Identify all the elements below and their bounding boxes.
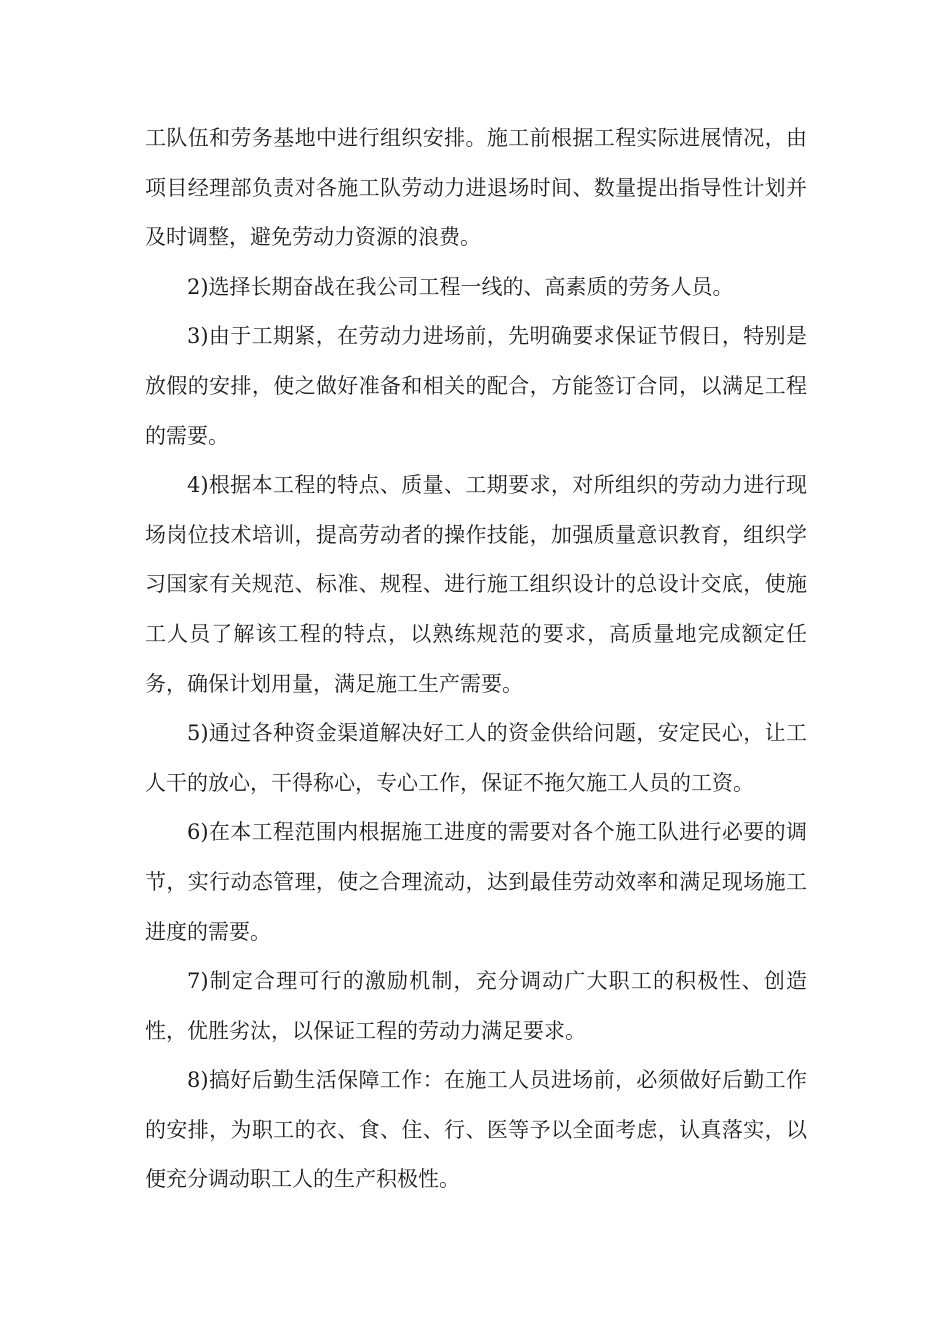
paragraph-item-6: 6)在本工程范围内根据施工进度的需要对各个施工队进行必要的调节，实行动态管理，使之合理流动，达到最佳劳动效率和满足现场施工进度的需要。 [145,820,807,944]
paragraph-item-3: 3)由于工期紧，在劳动力进场前，先明确要求保证节假日，特别是放假的安排，使之做好准备和相关的配合，方能签订合同，以满足工程的需要。 [145,324,807,448]
paragraph-item-5: 5)通过各种资金渠道解决好工人的资金供给问题，安定民心，让工人干的放心，干得称心，专心工作，保证不拖欠施工人员的工资。 [145,721,807,795]
paragraph-item-7: 7)制定合理可行的激励机制，充分调动广大职工的积极性、创造性，优胜劣汰，以保证工程的劳动力满足要求。 [145,969,807,1043]
paragraph-item-2: 2)选择长期奋战在我公司工程一线的、高素质的劳务人员。 [187,274,734,299]
paragraph-item-4: 4)根据本工程的特点、质量、工期要求，对所组织的劳动力进行现场岗位技术培训，提高劳动者的操作技能，加强质量意识教育，组织学习国家有关规范、标准、规程、进行施工组织设计的总设计交底，使施工人员了解该工程的特点，以熟练规范的要求，高质量地完成额定任务，确保计划用量，满足施工生产需要。 [145,473,807,696]
paragraph-continuation: 工队伍和劳务基地中进行组织安排。施工前根据工程实际进展情况，由项目经理部负责对各施工队劳动力进退场时间、数量提出指导性计划并及时调整，避免劳动力资源的浪费。 [145,126,807,250]
paragraph-item-8: 8)搞好后勤生活保障工作：在施工人员进场前，必须做好后勤工作的安排，为职工的衣、食、住、行、医等予以全面考虑，认真落实，以便充分调动职工人的生产积极性。 [145,1068,807,1192]
document-page [145,114,807,1205]
